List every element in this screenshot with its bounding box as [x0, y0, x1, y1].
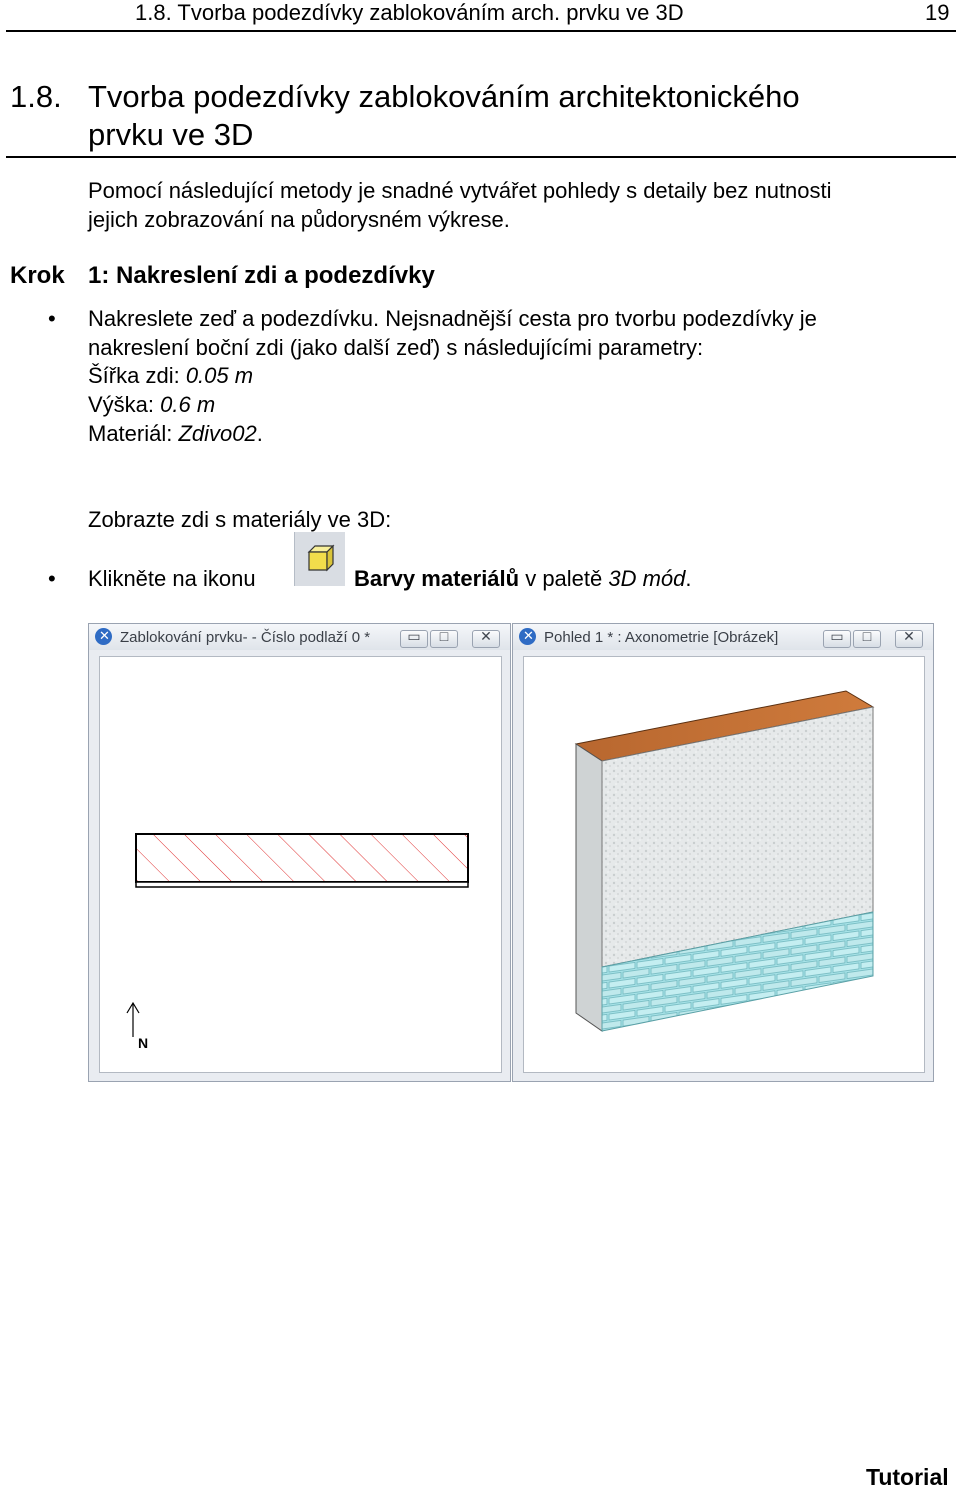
intro-line2: jejich zobrazování na půdorysném výkrese.: [88, 207, 510, 232]
param-width-value: 0.05 m: [185, 363, 254, 388]
param-material-label: Materiál:: [88, 421, 179, 446]
param-width: [88, 361, 253, 390]
material-colors-icon[interactable]: [294, 532, 345, 586]
tool-name: Barvy materiálů: [354, 566, 520, 591]
minimize-button[interactable]: ▭: [400, 630, 428, 648]
close-button[interactable]: ✕: [472, 630, 500, 648]
bullet-marker: •: [48, 306, 56, 331]
bullet2-end: .: [685, 566, 692, 591]
intro-line1: Pomocí následující metody je snadné vytvářet pohledy s detaily bez nutnosti: [88, 178, 832, 203]
bullet2-middle: v paletě: [519, 566, 609, 591]
param-material: [88, 419, 263, 448]
bullet1-line1: Nakreslete zeď a podezdívku. Nejsnadnější cesta pro tvorbu podezdívky je: [88, 306, 817, 331]
plan-window-titlebar[interactable]: [89, 624, 510, 650]
param-height: [88, 390, 215, 419]
view3d-window[interactable]: [512, 623, 934, 1082]
step-label: Krok: [10, 262, 65, 289]
running-header: 1.8. Tvorba podezdívky zablokováním arch. prvku ve 3D: [135, 0, 684, 25]
minimize-button[interactable]: ▭: [823, 630, 851, 648]
section-number: 1.8.: [10, 79, 62, 114]
section-title-line1: Tvorba podezdívky zablokováním architektonického: [88, 79, 800, 114]
page-number: 19: [925, 0, 950, 25]
footer-label: Tutorial: [866, 1464, 949, 1490]
step-title: 1: Nakreslení zdi a podezdívky: [88, 262, 435, 289]
bullet-marker: •: [48, 566, 56, 591]
heading-rule: [6, 156, 956, 158]
palette-name: 3D mód: [608, 566, 686, 591]
param-material-value: Zdivo02: [178, 421, 257, 446]
section-heading: [10, 78, 800, 116]
wall-side-face: [576, 744, 602, 1031]
bullet2-rest: [354, 564, 692, 593]
wall-3d-drawing: [524, 657, 926, 1072]
app-icon: ✕: [95, 628, 112, 645]
bullet2-prefix: Klikněte na ikonu: [88, 566, 256, 591]
north-label: N: [138, 1035, 149, 1051]
wall-plan[interactable]: [136, 834, 468, 882]
plan-drawing: [100, 657, 503, 1072]
view3d-canvas[interactable]: [523, 656, 925, 1073]
header-rule: [6, 30, 956, 32]
param-material-end: .: [256, 421, 263, 446]
plan-window-title: Zablokování prvku- - Číslo podlaží 0 *: [120, 629, 371, 646]
param-height-label: Výška:: [88, 392, 161, 417]
param-width-label: Šířka zdi:: [88, 363, 186, 388]
close-button[interactable]: ✕: [895, 630, 923, 648]
view3d-window-titlebar[interactable]: [513, 624, 933, 650]
plan-canvas[interactable]: [99, 656, 502, 1073]
app-icon: ✕: [519, 628, 536, 645]
show-3d-text: Zobrazte zdi s materiály ve 3D:: [88, 507, 392, 532]
view3d-window-title: Pohled 1 * : Axonometrie [Obrázek]: [544, 629, 779, 646]
maximize-button[interactable]: □: [430, 630, 458, 648]
bullet1-line2: nakreslení boční zdi (jako další zeď) s následujícími parametry:: [88, 335, 704, 360]
step-heading: [10, 262, 435, 290]
param-height-value: 0.6 m: [160, 392, 216, 417]
plinth-plan[interactable]: [136, 882, 468, 887]
maximize-button[interactable]: □: [853, 630, 881, 648]
plan-window[interactable]: [88, 623, 511, 1082]
section-title-line2: prvku ve 3D: [88, 117, 254, 152]
